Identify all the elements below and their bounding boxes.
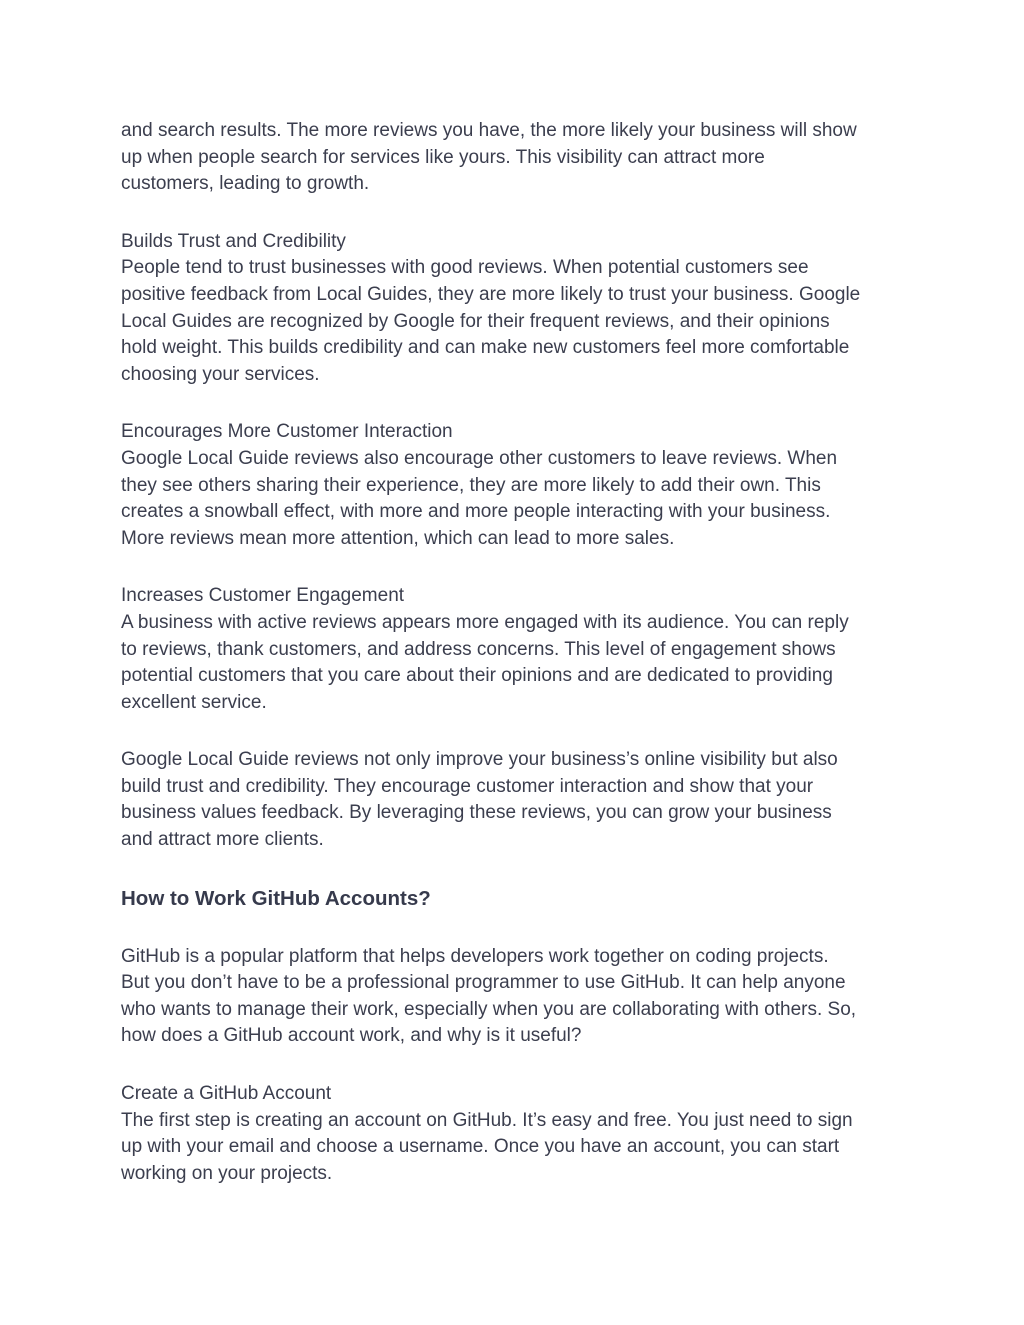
text-line: positive feedback from Local Guides, they are more likely to trust your business. Google: [121, 283, 861, 305]
text-line: But you don’t have to be a professional programmer to use GitHub. It can help anyone: [121, 972, 846, 994]
text-line: potential customers that you care about their opinions and are dedicated to providing: [121, 665, 833, 687]
text-line: they see others sharing their experience, they are more likely to add their own. This: [121, 474, 821, 496]
text-line: customers, leading to growth.: [121, 173, 370, 195]
text-line: excellent service.: [121, 691, 267, 713]
text-line: business values feedback. By leveraging these reviews, you can grow your business: [121, 802, 832, 824]
section-heading: Increases Customer Engagement: [121, 585, 405, 607]
document-page: [121, 118, 911, 1218]
text-line: A business with active reviews appears more engaged with its audience. You can reply: [121, 611, 849, 633]
text-line: Google Local Guide reviews also encourage other customers to leave reviews. When: [121, 447, 838, 469]
section-interaction: [121, 419, 911, 552]
github-heading: How to Work GitHub Accounts?: [121, 886, 431, 910]
text-line: up with your email and choose a username. Once you have an account, you can start: [121, 1136, 840, 1158]
section-engagement: [121, 583, 911, 716]
intro-paragraph: [121, 118, 911, 198]
section-heading: Builds Trust and Credibility: [121, 230, 346, 252]
text-line: Google Local Guide reviews not only improve your business’s online visibility but also: [121, 749, 838, 771]
text-line: and search results. The more reviews you have, the more likely your business will show: [121, 120, 857, 141]
text-line: GitHub is a popular platform that helps developers work together on coding projects.: [121, 945, 829, 967]
text-line: People tend to trust businesses with good reviews. When potential customers see: [121, 257, 809, 279]
section-create-account: [121, 1081, 911, 1187]
text-line: The first step is creating an account on GitHub. It’s easy and free. You just need to sign: [121, 1109, 853, 1131]
conclusion-paragraph: [121, 747, 911, 853]
text-line: to reviews, thank customers, and address concerns. This level of engagement shows: [121, 638, 836, 660]
text-line: and attract more clients.: [121, 829, 324, 851]
text-line: More reviews mean more attention, which can lead to more sales.: [121, 527, 675, 549]
github-intro-paragraph: [121, 944, 911, 1050]
text-line: hold weight. This builds credibility and can make new customers feel more comfortable: [121, 337, 850, 359]
text-line: creates a snowball effect, with more and more people interacting with your business.: [121, 501, 831, 523]
text-line: how does a GitHub account work, and why is it useful?: [121, 1025, 582, 1047]
text-line: working on your projects.: [121, 1162, 333, 1184]
text-line: up when people search for services like yours. This visibility can attract more: [121, 146, 765, 168]
text-line: build trust and credibility. They encourage customer interaction and show that your: [121, 775, 814, 797]
text-line: who wants to manage their work, especially when you are collaborating with others. So,: [121, 998, 857, 1020]
section-heading: Create a GitHub Account: [121, 1083, 332, 1105]
section-heading: Encourages More Customer Interaction: [121, 421, 453, 443]
text-line: Local Guides are recognized by Google for their frequent reviews, and their opinions: [121, 310, 830, 332]
text-line: choosing your services.: [121, 363, 320, 385]
section-trust: [121, 229, 911, 389]
